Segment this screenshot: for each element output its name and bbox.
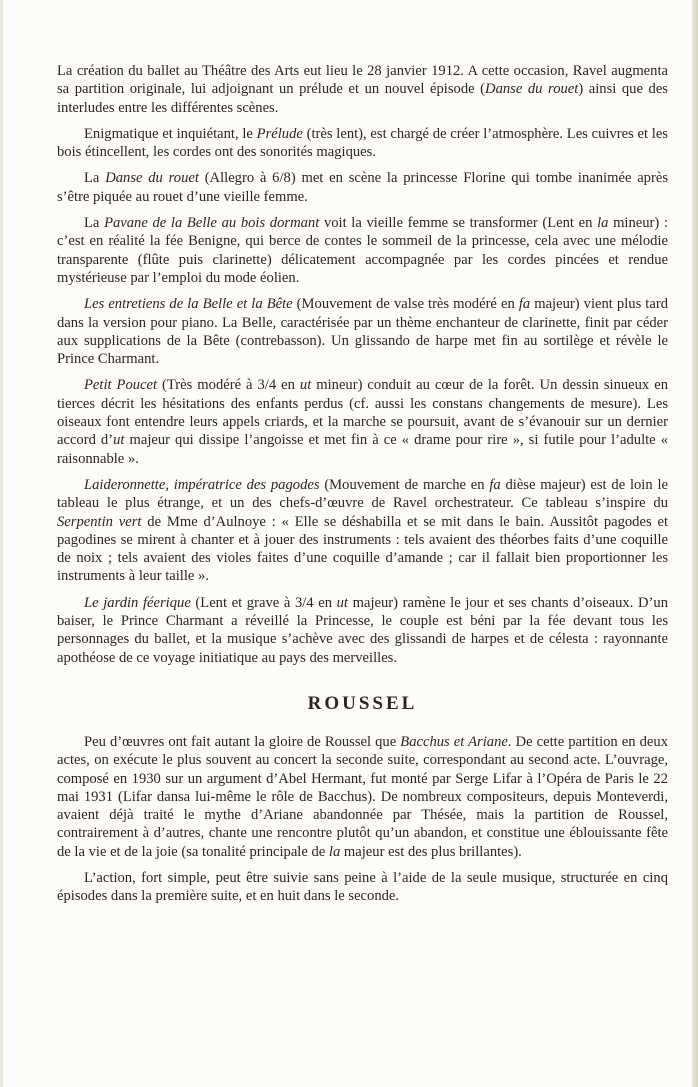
- paragraph: [57, 594, 668, 667]
- italic-title-text: ut: [336, 594, 348, 611]
- italic-title-text: fa: [489, 476, 501, 493]
- section-heading: ROUSSEL: [307, 692, 418, 714]
- paragraph-text: majeur) vient plus tard dans la version pour piano. La Belle, caractérisée par un thème enchanteur de clarinette, finit par céder aux supplications de la Bête (contrebasson). Un glissando de harpe met fin au sortilège et révèle le Prince Charmant.: [57, 296, 668, 368]
- page-edge-right: [692, 0, 698, 1087]
- paragraph-text: (Très modéré à 3/4 en: [157, 377, 300, 394]
- paragraph-text: voit la vieille femme se transformer (Lent en: [319, 215, 598, 232]
- paragraph-text: majeur) ramène le jour et ses chants d’oiseaux. D’un baiser, le Prince Charmant a réveillé la Princesse, le couple est béni par la fée devant tous les personnages du ballet, et la musique s’achève avec des glissandi de harpes et de célesta : rayonnante apothéose de ce voyage initiatique au pays des merveilles.: [57, 594, 668, 666]
- paragraph: [57, 476, 668, 586]
- italic-title-text: Le jardin féerique: [84, 594, 191, 611]
- paragraph-text: La: [84, 215, 105, 232]
- italic-title-text: Laideronnette, impératrice des pagodes: [84, 476, 320, 493]
- italic-title-text: Petit Poucet: [84, 377, 158, 394]
- italic-title-text: Pavane de la Belle au bois dormant: [104, 215, 320, 232]
- italic-title-text: Bacchus et Ariane: [400, 733, 508, 750]
- paragraph: [57, 376, 668, 467]
- ravel-section-body: [57, 62, 668, 667]
- italic-title-text: Danse du rouet: [485, 81, 579, 98]
- paragraph-text: majeur qui dissipe l’angoisse et met fin à ce « drame pour rire », si futile pour l’adulte « raisonnable ».: [57, 432, 668, 467]
- paragraph-text: (Mouvement de marche en: [319, 476, 490, 493]
- italic-title-text: Danse du rouet: [105, 170, 199, 187]
- paragraph-text: (Mouvement de valse très modéré en: [292, 296, 519, 313]
- paragraph-text: Enigmatique et inquiétant, le: [84, 125, 257, 142]
- paragraph: [57, 169, 668, 206]
- paragraph-text: (Lent et grave à 3/4 en: [190, 594, 337, 611]
- paragraph-text: (très lent), est chargé de créer l’atmosphère. Les cuivres et les bois étincellent, les cordes ont des sonorités magiques.: [57, 125, 668, 161]
- paragraph: [57, 214, 668, 287]
- paragraph-text: mineur) conduit au cœur de la forêt. Un dessin sinueux en tierces décrit les hésitations des enfants perdus (cf. aussi les constans changements de mesure). Les oiseaux font entendre leurs appels criards, et la marche se poursuit, avant de s’évanouir sur un dernier accord d’: [57, 377, 668, 449]
- paragraph: [57, 733, 668, 861]
- paragraph-text: L’action, fort simple, peut être suivie sans peine à l’aide de la seule musique, structurée en cinq épisodes dans la première suite, et en huit dans le seconde.: [57, 869, 668, 905]
- paragraph-text: mineur) : c’est en réalité la fée Benigne, qui berce de contes le sommeil de la princesse, cela avec une mélodie transparente (flûte puis clarinette) délicatement accompagnée par les cordes pincées et rendue mystérieuse par l’emploi du mode éolien.: [57, 215, 668, 286]
- paragraph-text: Peu d’œuvres ont fait autant la gloire de Roussel que: [84, 733, 401, 750]
- italic-title-text: la: [597, 215, 609, 232]
- paragraph-text: dièse majeur) est de loin le tableau le plus étrange, et un des chefs-d’œuvre de Ravel orchestrateur. Ce tableau s’inspire du: [57, 476, 668, 512]
- paragraph: [57, 295, 668, 368]
- italic-title-text: Les entretiens de la Belle et la Bête: [84, 296, 293, 313]
- italic-title-text: Prélude: [256, 125, 303, 142]
- paragraph-text: ) ainsi que des interludes entre les différentes scènes.: [57, 81, 668, 116]
- paragraph-text: La: [84, 170, 106, 187]
- paragraph-text: (Allegro à 6/8) met en scène la princesse Florine qui tombe inanimée après s’être piquée au rouet d’une vieille femme.: [57, 170, 668, 205]
- italic-title-text: la: [328, 843, 341, 860]
- italic-title-text: fa: [518, 296, 531, 313]
- paragraph: [57, 62, 668, 117]
- paragraph-text: majeur est des plus brillantes).: [340, 843, 522, 860]
- page-edge-left: [0, 0, 3, 1087]
- italic-title-text: ut: [113, 432, 125, 449]
- paragraph-text: La création du ballet au Théâtre des Arts eut lieu le 28 janvier 1912. A cette occasion, Ravel augmenta sa partition originale, lui adjoignant un prélude et un nouvel épisode (: [57, 63, 668, 98]
- paragraph: [57, 125, 668, 162]
- italic-title-text: Serpentin vert: [57, 513, 142, 530]
- paragraph-text: de Mme d’Aulnoye : « Elle se déshabilla et se mit dans le bain. Aussitôt pagodes et pagodines se mirent à chanter et à jouer des instruments : tels avaient des théorbes faits d’une coquille de noix ; tels avaient des violes faites d’une coquille d’amande ; car il fallait bien proportionner les instruments à leur taille ».: [57, 513, 668, 585]
- paragraph: [57, 869, 668, 906]
- paragraph-text: . De cette partition en deux actes, on exécute le plus souvent au concert la seconde suite, correspondant au second acte. L’ouvrage, composé en 1930 sur un argument d’Abel Hermant, fut monté par Serge Lifar à l’Opéra de Paris le 22 mai 1931 (Lifar dansa lui-même le rôle de Bacchus). De nombreux compositeurs, depuis Monteverdi, avaient déjà traité le mythe d’Ariane abandonnée par Thésée, mais la partition de Roussel, contrairement à d’autres, chante une rencontre plutôt qu’un abandon, et constitue une éblouissante fête de la vie et de la joie (sa tonalité principale de: [57, 733, 668, 860]
- italic-title-text: ut: [299, 377, 312, 394]
- roussel-section-body: [57, 733, 668, 906]
